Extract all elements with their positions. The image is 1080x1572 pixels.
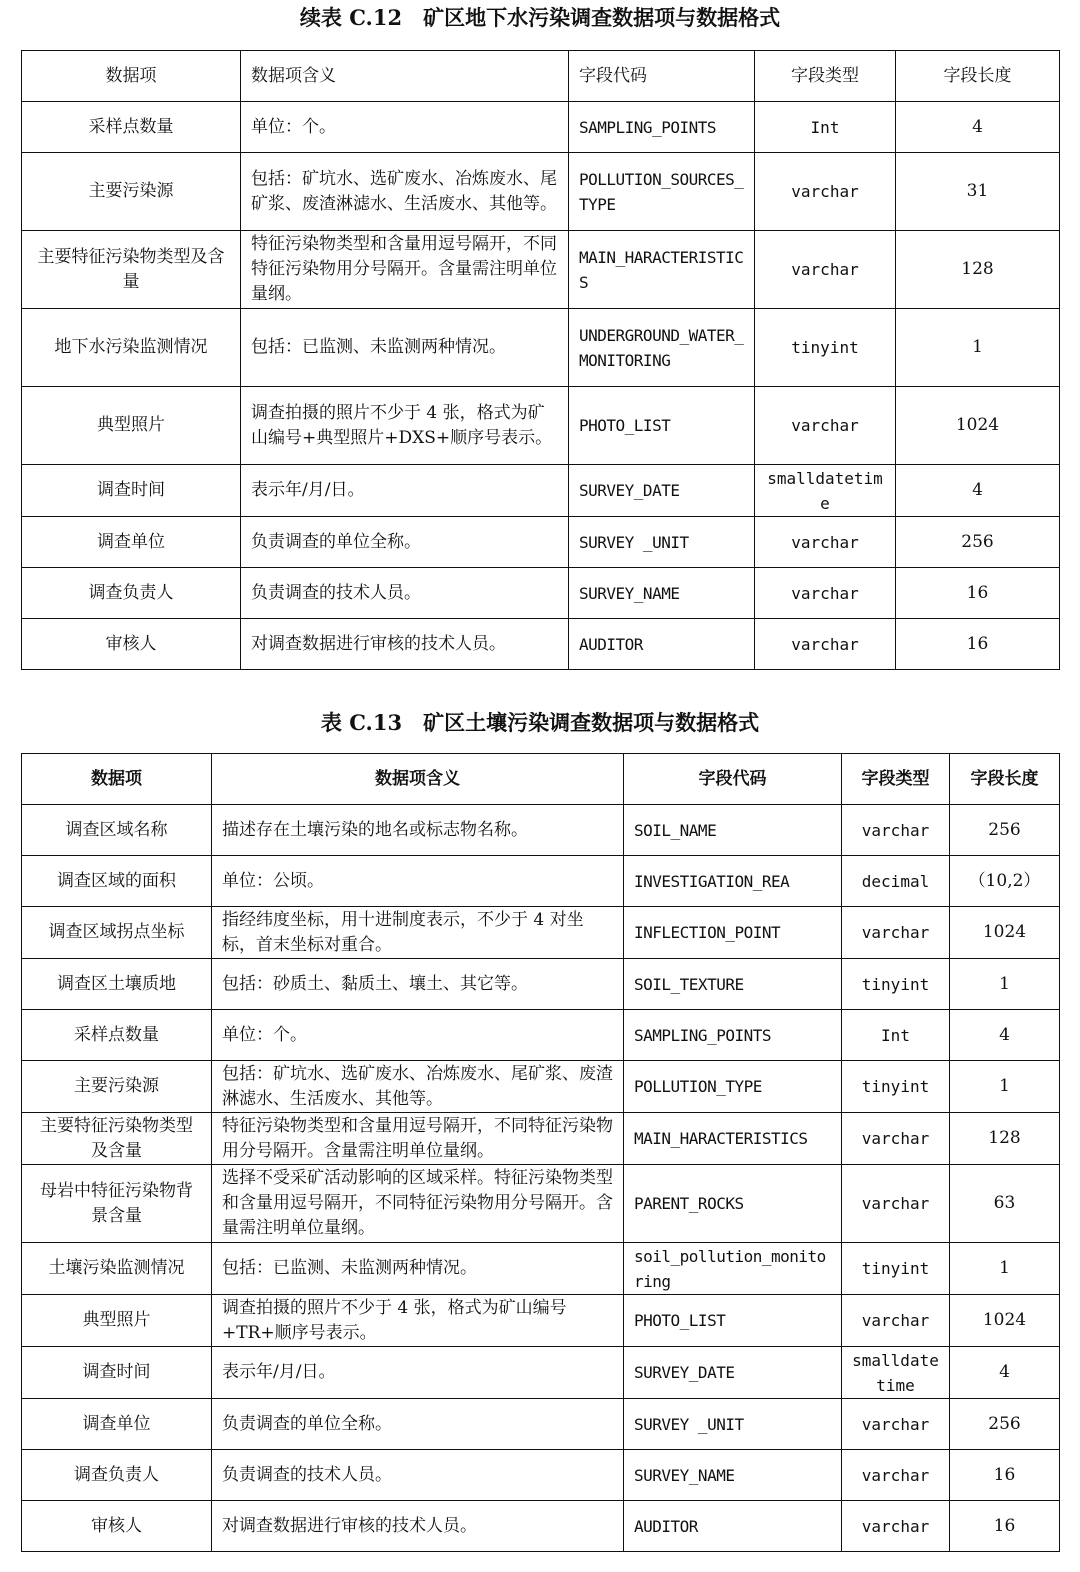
- cell-meaning: 负责调查的技术人员。: [241, 568, 569, 619]
- cell-length: （10,2）: [950, 856, 1060, 907]
- cell-code: SURVEY_DATE: [569, 465, 755, 517]
- cell-code: AUDITOR: [624, 1501, 842, 1552]
- cell-code: SOIL_NAME: [624, 805, 842, 856]
- cell-code: AUDITOR: [569, 619, 755, 670]
- cell-meaning: 调查拍摄的照片不少于 4 张，格式为矿山编号+TR+顺序号表示。: [212, 1295, 624, 1347]
- table-row: [22, 1347, 1060, 1399]
- cell-code: soil_pollution_monitoring: [624, 1243, 842, 1295]
- cell-type: tinyint: [842, 1243, 950, 1295]
- cell-meaning: 特征污染物类型和含量用逗号隔开，不同特征污染物用分号隔开。含量需注明单位量纲。: [212, 1113, 624, 1165]
- col-header-type: 字段类型: [842, 754, 950, 805]
- cell-length: 16: [950, 1501, 1060, 1552]
- cell-item: 审核人: [22, 619, 241, 670]
- cell-length: 1: [950, 1061, 1060, 1113]
- table2-body: [22, 805, 1060, 1552]
- cell-item: 调查时间: [22, 465, 241, 517]
- cell-type: tinyint: [755, 309, 896, 387]
- cell-meaning: 包括：矿坑水、选矿废水、冶炼废水、尾矿浆、废渣淋滤水、生活废水、其他等。: [241, 153, 569, 231]
- cell-item: 母岩中特征污染物背景含量: [22, 1165, 212, 1243]
- cell-meaning: 负责调查的技术人员。: [212, 1450, 624, 1501]
- table-row: [22, 856, 1060, 907]
- cell-meaning: 对调查数据进行审核的技术人员。: [241, 619, 569, 670]
- table-row: [22, 1113, 1060, 1165]
- cell-item: 调查区域的面积: [22, 856, 212, 907]
- table-row: [22, 1061, 1060, 1113]
- col-header-type: 字段类型: [755, 51, 896, 102]
- cell-length: 16: [896, 619, 1060, 670]
- cell-meaning: 指经纬度坐标，用十进制度表示，不少于 4 对坐标，首末坐标对重合。: [212, 907, 624, 959]
- table-row: [22, 1165, 1060, 1243]
- cell-length: 31: [896, 153, 1060, 231]
- cell-type: smalldatetime: [842, 1347, 950, 1399]
- soil-data-table: [21, 753, 1060, 1552]
- cell-type: varchar: [842, 1295, 950, 1347]
- col-header-code: 字段代码: [624, 754, 842, 805]
- cell-type: varchar: [842, 805, 950, 856]
- cell-item: 主要污染源: [22, 153, 241, 231]
- cell-type: varchar: [755, 387, 896, 465]
- cell-code: SAMPLING_POINTS: [624, 1010, 842, 1061]
- cell-type: varchar: [842, 1113, 950, 1165]
- table-row: [22, 231, 1060, 309]
- cell-code: SOIL_TEXTURE: [624, 959, 842, 1010]
- cell-type: Int: [842, 1010, 950, 1061]
- groundwater-data-table: [21, 50, 1060, 670]
- col-header-item: 数据项: [22, 754, 212, 805]
- cell-length: 1024: [950, 1295, 1060, 1347]
- cell-type: decimal: [842, 856, 950, 907]
- table-row: [22, 153, 1060, 231]
- table-row: [22, 465, 1060, 517]
- cell-length: 63: [950, 1165, 1060, 1243]
- cell-length: 1024: [896, 387, 1060, 465]
- col-header-meaning: 数据项含义: [212, 754, 624, 805]
- table1-header-row: [22, 51, 1060, 102]
- cell-item: 调查区域拐点坐标: [22, 907, 212, 959]
- table-row: [22, 1243, 1060, 1295]
- cell-length: 256: [896, 517, 1060, 568]
- cell-length: 256: [950, 805, 1060, 856]
- cell-meaning: 包括：已监测、未监测两种情况。: [212, 1243, 624, 1295]
- cell-code: SAMPLING_POINTS: [569, 102, 755, 153]
- cell-type: varchar: [755, 619, 896, 670]
- cell-length: 4: [896, 465, 1060, 517]
- table-row: [22, 568, 1060, 619]
- cell-item: 调查时间: [22, 1347, 212, 1399]
- cell-code: PHOTO_LIST: [569, 387, 755, 465]
- cell-code: SURVEY_NAME: [569, 568, 755, 619]
- cell-type: Int: [755, 102, 896, 153]
- cell-length: 1: [896, 309, 1060, 387]
- cell-code: UNDERGROUND_WATER_MONITORING: [569, 309, 755, 387]
- cell-item: 审核人: [22, 1501, 212, 1552]
- cell-item: 调查单位: [22, 517, 241, 568]
- cell-item: 典型照片: [22, 387, 241, 465]
- col-header-length: 字段长度: [950, 754, 1060, 805]
- table-row: [22, 1399, 1060, 1450]
- cell-type: varchar: [842, 1450, 950, 1501]
- col-header-meaning: 数据项含义: [241, 51, 569, 102]
- cell-item: 采样点数量: [22, 1010, 212, 1061]
- cell-type: tinyint: [842, 1061, 950, 1113]
- cell-item: 采样点数量: [22, 102, 241, 153]
- table-row: [22, 959, 1060, 1010]
- table-row: [22, 1501, 1060, 1552]
- cell-code: SURVEY _UNIT: [624, 1399, 842, 1450]
- cell-type: tinyint: [842, 959, 950, 1010]
- col-header-code: 字段代码: [569, 51, 755, 102]
- cell-type: varchar: [755, 517, 896, 568]
- table1-body: [22, 102, 1060, 670]
- table2-header-row: [22, 754, 1060, 805]
- table-row: [22, 1450, 1060, 1501]
- cell-length: 1024: [950, 907, 1060, 959]
- cell-item: 土壤污染监测情况: [22, 1243, 212, 1295]
- cell-meaning: 特征污染物类型和含量用逗号隔开，不同特征污染物用分号隔开。含量需注明单位量纲。: [241, 231, 569, 309]
- table-row: [22, 102, 1060, 153]
- cell-code: INFLECTION_POINT: [624, 907, 842, 959]
- table-row: [22, 619, 1060, 670]
- cell-type: varchar: [842, 1165, 950, 1243]
- table2-caption: 表 C.13 矿区土壤污染调查数据项与数据格式: [320, 710, 760, 735]
- cell-item: 调查负责人: [22, 1450, 212, 1501]
- cell-meaning: 调查拍摄的照片不少于 4 张，格式为矿山编号+典型照片+DXS+顺序号表示。: [241, 387, 569, 465]
- cell-type: varchar: [842, 907, 950, 959]
- cell-type: varchar: [842, 1399, 950, 1450]
- cell-length: 256: [950, 1399, 1060, 1450]
- cell-meaning: 单位：个。: [212, 1010, 624, 1061]
- cell-item: 地下水污染监测情况: [22, 309, 241, 387]
- table-row: [22, 517, 1060, 568]
- cell-type: varchar: [755, 153, 896, 231]
- cell-code: PARENT_ROCKS: [624, 1165, 842, 1243]
- cell-code: PHOTO_LIST: [624, 1295, 842, 1347]
- cell-meaning: 对调查数据进行审核的技术人员。: [212, 1501, 624, 1552]
- cell-code: POLLUTION_TYPE: [624, 1061, 842, 1113]
- cell-type: smalldatetime: [755, 465, 896, 517]
- cell-item: 调查单位: [22, 1399, 212, 1450]
- cell-length: 1: [950, 1243, 1060, 1295]
- table-row: [22, 805, 1060, 856]
- cell-length: 16: [950, 1450, 1060, 1501]
- cell-item: 调查区域名称: [22, 805, 212, 856]
- cell-length: 4: [950, 1347, 1060, 1399]
- cell-length: 128: [950, 1113, 1060, 1165]
- cell-item: 主要污染源: [22, 1061, 212, 1113]
- cell-length: 4: [950, 1010, 1060, 1061]
- cell-length: 16: [896, 568, 1060, 619]
- cell-meaning: 包括：砂质土、黏质土、壤土、其它等。: [212, 959, 624, 1010]
- table-row: [22, 1295, 1060, 1347]
- cell-code: MAIN_HARACTERISTICS: [569, 231, 755, 309]
- cell-length: 1: [950, 959, 1060, 1010]
- cell-meaning: 单位：个。: [241, 102, 569, 153]
- table-row: [22, 309, 1060, 387]
- cell-meaning: 包括：矿坑水、选矿废水、冶炼废水、尾矿浆、废渣淋滤水、生活废水、其他等。: [212, 1061, 624, 1113]
- cell-meaning: 负责调查的单位全称。: [241, 517, 569, 568]
- table1-caption: 续表 C.12 矿区地下水污染调查数据项与数据格式: [299, 5, 781, 30]
- cell-meaning: 表示年/月/日。: [241, 465, 569, 517]
- cell-item: 典型照片: [22, 1295, 212, 1347]
- cell-meaning: 描述存在土壤污染的地名或标志物名称。: [212, 805, 624, 856]
- cell-length: 4: [896, 102, 1060, 153]
- cell-code: SURVEY_DATE: [624, 1347, 842, 1399]
- cell-meaning: 单位：公顷。: [212, 856, 624, 907]
- cell-meaning: 负责调查的单位全称。: [212, 1399, 624, 1450]
- col-header-item: 数据项: [22, 51, 241, 102]
- cell-type: varchar: [755, 568, 896, 619]
- cell-meaning: 包括：已监测、未监测两种情况。: [241, 309, 569, 387]
- cell-code: SURVEY_NAME: [624, 1450, 842, 1501]
- cell-type: varchar: [842, 1501, 950, 1552]
- cell-code: MAIN_HARACTERISTICS: [624, 1113, 842, 1165]
- table-row: [22, 387, 1060, 465]
- cell-item: 调查负责人: [22, 568, 241, 619]
- table-row: [22, 1010, 1060, 1061]
- cell-type: varchar: [755, 231, 896, 309]
- cell-meaning: 表示年/月/日。: [212, 1347, 624, 1399]
- cell-item: 调查区土壤质地: [22, 959, 212, 1010]
- cell-item: 主要特征污染物类型及含量: [22, 231, 241, 309]
- cell-code: SURVEY _UNIT: [569, 517, 755, 568]
- cell-meaning: 选择不受采矿活动影响的区域采样。特征污染物类型和含量用逗号隔开，不同特征污染物用分号隔开。含量需注明单位量纲。: [212, 1165, 624, 1243]
- cell-length: 128: [896, 231, 1060, 309]
- cell-code: INVESTIGATION_REA: [624, 856, 842, 907]
- table-row: [22, 907, 1060, 959]
- cell-code: POLLUTION_SOURCES_TYPE: [569, 153, 755, 231]
- cell-item: 主要特征污染物类型及含量: [22, 1113, 212, 1165]
- col-header-length: 字段长度: [896, 51, 1060, 102]
